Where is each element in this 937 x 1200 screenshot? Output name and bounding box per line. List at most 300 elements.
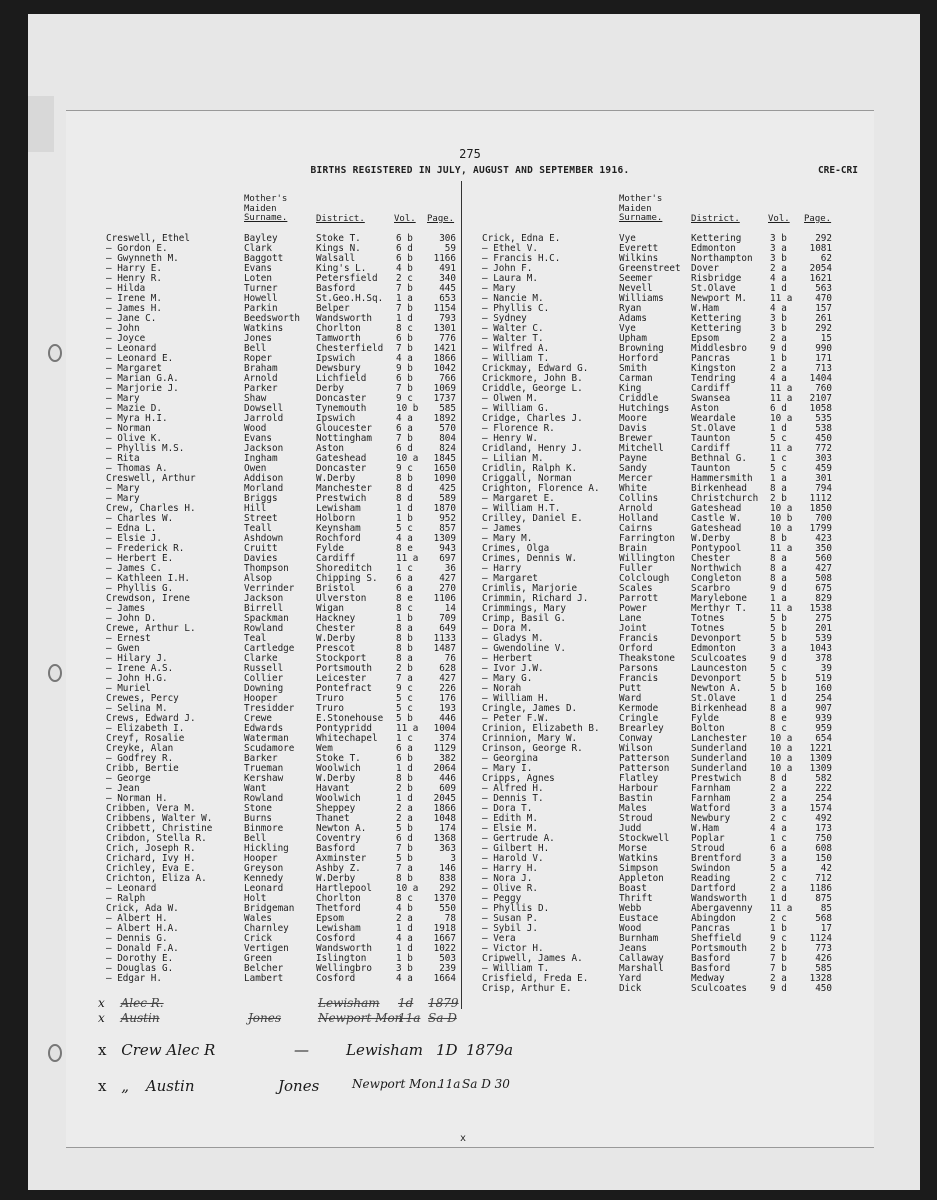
mother-surname: Burns — [244, 813, 272, 824]
entry-name: — Marjorie J. — [106, 383, 179, 394]
entry-name: — Walter T. — [482, 333, 544, 344]
mother-surname: Orford — [619, 643, 653, 654]
page-number-cell: 700 — [815, 513, 832, 524]
struck-name: Alec R. — [120, 996, 164, 1010]
district: Petersfield — [316, 273, 378, 284]
struck-district: Newport Mon — [318, 1011, 403, 1025]
handwritten-vol: 1D — [436, 1041, 458, 1059]
volume: 4 a — [396, 933, 413, 944]
mother-surname: Teal — [244, 633, 267, 644]
entry-name: — Mary — [482, 283, 516, 294]
mother-surname: Sandy — [619, 463, 647, 474]
register-row — [66, 344, 874, 354]
volume: 10 a — [396, 453, 419, 464]
mother-surname: Browning — [619, 343, 664, 354]
page-number-cell: 239 — [439, 963, 456, 974]
volume: 10 a — [396, 883, 419, 894]
district: Newport M. — [691, 293, 747, 304]
register-row — [66, 434, 874, 444]
page-number-cell: 1664 — [433, 973, 456, 984]
register-row — [66, 904, 874, 914]
district: Cosford — [316, 933, 356, 944]
col-header-district: District. — [316, 214, 365, 224]
mother-surname: Greenstreet — [619, 263, 681, 274]
district: Chorlton — [316, 323, 361, 334]
district: St.Olave — [691, 693, 736, 704]
district: Epsom — [691, 333, 719, 344]
volume: 3 b — [396, 963, 413, 974]
page-number-cell: 17 — [820, 923, 832, 934]
district: Bethnal G. — [691, 453, 747, 464]
mother-surname: Bastin — [619, 793, 653, 804]
volume: 5 c — [770, 663, 787, 674]
mother-surname: Braham — [244, 363, 278, 374]
entry-name: — Harold V. — [482, 853, 544, 864]
volume: 3 b — [770, 233, 787, 244]
district: Taunton — [691, 433, 731, 444]
page-number-cell: 1129 — [433, 743, 456, 754]
volume: 10 a — [770, 413, 793, 424]
col-header-mother — [619, 195, 662, 224]
entry-name: — Mary — [106, 493, 140, 504]
district: Bristol — [316, 583, 356, 594]
register-page — [66, 110, 874, 1148]
district: Middlesbro — [691, 343, 747, 354]
page-number-cell: 675 — [815, 583, 832, 594]
mother-surname: Farrington — [619, 533, 675, 544]
mother-surname: Parrott — [619, 593, 659, 604]
mother-surname: Webb — [619, 903, 642, 914]
register-row — [66, 754, 874, 764]
page-number-cell: 1538 — [809, 603, 832, 614]
register-row — [66, 494, 874, 504]
mother-surname: Leonard — [244, 883, 284, 894]
district: Watford — [691, 803, 731, 814]
handwritten-mark: x — [98, 1077, 107, 1095]
register-row — [66, 374, 874, 384]
mother-surname: Patterson — [619, 753, 670, 764]
volume: 6 b — [396, 753, 413, 764]
district: Woolwich — [316, 793, 361, 804]
mother-surname: Thompson — [244, 563, 289, 574]
entry-name: — William H.T. — [482, 503, 561, 514]
mother-surname: Watkins — [244, 323, 284, 334]
mother-surname: Hill — [244, 503, 267, 514]
register-row — [66, 784, 874, 794]
volume: 5 c — [396, 703, 413, 714]
entry-name: — Kathleen I.H. — [106, 573, 190, 584]
mother-surname: Ward — [619, 693, 642, 704]
mother-surname: Hooper — [244, 853, 278, 864]
page-number-cell: 1186 — [809, 883, 832, 894]
register-row — [66, 294, 874, 304]
district: Cardiff — [316, 553, 356, 564]
page-number-cell: 350 — [815, 543, 832, 554]
mother-surname: Tresidder — [244, 703, 295, 714]
volume: 2 b — [770, 493, 787, 504]
volume: 4 a — [396, 353, 413, 364]
volume: 9 c — [396, 683, 413, 694]
entry-name: Cribbens, Walter W. — [106, 813, 213, 824]
district: Farnham — [691, 783, 731, 794]
district: Wellingbro — [316, 963, 372, 974]
volume: 6 b — [396, 253, 413, 264]
mother-surname: Thrift — [619, 893, 653, 904]
register-row — [66, 674, 874, 684]
district: Launceston — [691, 663, 747, 674]
register-row — [66, 404, 874, 414]
district: Lewisham — [316, 503, 361, 514]
page-number-cell: 1799 — [809, 523, 832, 534]
mother-surname: Callaway — [619, 953, 664, 964]
volume: 8 c — [396, 893, 413, 904]
volume: 5 c — [396, 693, 413, 704]
mother-surname: Adams — [619, 313, 647, 324]
volume: 1 d — [770, 423, 787, 434]
page-number-cell: 78 — [444, 913, 456, 924]
mother-surname: Joint — [619, 623, 647, 634]
mother-surname: Cruitt — [244, 543, 278, 554]
mother-surname: Harbour — [619, 783, 659, 794]
volume: 10 a — [770, 523, 793, 534]
entry-name: — Victor H. — [482, 943, 544, 954]
handwritten-district: Newport Mon. — [352, 1077, 441, 1091]
entry-name: — Dennis T. — [482, 793, 544, 804]
district: Stroud — [691, 843, 725, 854]
page-number-cell: 766 — [439, 373, 456, 384]
mother-surname: Ryan — [619, 303, 642, 314]
district: Kettering — [691, 233, 742, 244]
entry-name: — Margaret E. — [482, 493, 555, 504]
volume: 1 d — [396, 943, 413, 954]
mother-surname: Ashdown — [244, 533, 284, 544]
district: Sheppey — [316, 803, 356, 814]
mother-surname: Conway — [619, 733, 653, 744]
entry-name: — Leonard — [106, 883, 157, 894]
district: Portsmouth — [316, 663, 372, 674]
page-number-cell: 1048 — [433, 813, 456, 824]
volume: 8 a — [396, 623, 413, 634]
mother-surname: Cairns — [619, 523, 653, 534]
volume: 5 c — [396, 523, 413, 534]
volume: 5 c — [770, 433, 787, 444]
entry-name: — Gilbert H. — [482, 843, 550, 854]
mother-surname: Collins — [619, 493, 659, 504]
entry-name: Crickmore, John B. — [482, 373, 583, 384]
mother-surname: Cartledge — [244, 643, 295, 654]
entry-name: Cribbett, Christine — [106, 823, 213, 834]
volume: 6 b — [396, 233, 413, 244]
mother-surname: Green — [244, 953, 272, 964]
district: Taunton — [691, 463, 731, 474]
district: Newton A. — [691, 683, 742, 694]
district: Rochford — [316, 533, 361, 544]
register-row — [66, 634, 874, 644]
entry-name: — Albert H.A. — [106, 923, 179, 934]
page-number-cell: 1892 — [433, 413, 456, 424]
entry-name: — Olwen M. — [482, 393, 538, 404]
district: Doncaster — [316, 463, 367, 474]
page-number-cell: 570 — [439, 423, 456, 434]
mother-surname: Clarke — [244, 653, 278, 664]
district: Cosford — [316, 973, 356, 984]
page-number-cell: 36 — [444, 563, 456, 574]
mother-surname: Jackson — [244, 443, 284, 454]
page-number-cell: 292 — [439, 883, 456, 894]
entry-name: Criddle, George L. — [482, 383, 583, 394]
page-number-cell: 427 — [439, 673, 456, 684]
volume: 2 a — [396, 913, 413, 924]
volume: 1 d — [770, 893, 787, 904]
register-row — [66, 964, 874, 974]
register-row — [66, 284, 874, 294]
handwritten-vol: 11a — [438, 1077, 461, 1091]
mother-surname: Turner — [244, 283, 278, 294]
volume: 2 c — [396, 273, 413, 284]
register-row — [66, 724, 874, 734]
page-number-cell: 201 — [815, 623, 832, 634]
page-number-cell: 427 — [815, 563, 832, 574]
page-number-cell: 1621 — [809, 273, 832, 284]
page-number-cell: 254 — [815, 793, 832, 804]
register-row — [66, 694, 874, 704]
volume: 10 b — [396, 403, 419, 414]
entry-name: — Irene M. — [106, 293, 162, 304]
volume: 5 b — [770, 613, 787, 624]
page-number-cell: 508 — [815, 573, 832, 584]
mother-surname: Yard — [619, 973, 642, 984]
page-number-cell: 292 — [815, 323, 832, 334]
entry-name: — Elsie M. — [482, 823, 538, 834]
handwritten-page: 1879a — [466, 1041, 514, 1059]
volume: 2 a — [770, 263, 787, 274]
volume: 11 a — [770, 603, 793, 614]
entry-name: — Laura M. — [482, 273, 538, 284]
mother-surname: Kershaw — [244, 773, 284, 784]
page-number-cell: 1022 — [433, 943, 456, 954]
volume: 11 a — [770, 443, 793, 454]
entry-name: — James — [482, 523, 522, 534]
page-number-cell: 1004 — [433, 723, 456, 734]
entry-name: — Dora M. — [482, 623, 533, 634]
mother-surname: Evans — [244, 263, 272, 274]
district: Ashby Z. — [316, 863, 361, 874]
entry-name: — Olive R. — [482, 883, 538, 894]
register-row — [66, 924, 874, 934]
district: Sculcoates — [691, 983, 747, 994]
volume: 4 a — [396, 413, 413, 424]
district: Brentford — [691, 853, 742, 864]
mother-surname: Parsons — [619, 663, 659, 674]
entry-name: — James C. — [106, 563, 162, 574]
volume: 6 d — [770, 403, 787, 414]
entry-name: Crichard, Ivy H. — [106, 853, 196, 864]
mother-surname: Davies — [244, 553, 278, 564]
mother-surname: Willington — [619, 553, 675, 564]
entry-name: — Albert H. — [106, 913, 168, 924]
mother-surname: Trueman — [244, 763, 284, 774]
entry-name: — Harry E. — [106, 263, 162, 274]
register-row — [66, 424, 874, 434]
district: Aston — [691, 403, 719, 414]
entry-name: Cribben, Vera M. — [106, 803, 196, 814]
register-row — [66, 554, 874, 564]
entry-name: Crimes, Dennis W. — [482, 553, 578, 564]
mother-surname: Bridgeman — [244, 903, 295, 914]
volume: 9 c — [770, 933, 787, 944]
volume: 6 a — [396, 573, 413, 584]
mother-surname: Hooper — [244, 693, 278, 704]
volume: 9 c — [396, 463, 413, 474]
volume: 8 a — [396, 653, 413, 664]
volume: 9 d — [770, 653, 787, 664]
register-row — [66, 944, 874, 954]
volume: 1 b — [396, 613, 413, 624]
page-number-cell: 1309 — [809, 763, 832, 774]
district: Congleton — [691, 573, 742, 584]
register-row — [66, 594, 874, 604]
volume: 3 b — [770, 313, 787, 324]
register-row — [66, 844, 874, 854]
district: Holborn — [316, 513, 356, 524]
page-number-cell: 608 — [815, 843, 832, 854]
register-row — [66, 394, 874, 404]
volume: 1 d — [770, 283, 787, 294]
district: Ulverston — [316, 593, 367, 604]
mother-surname: Loten — [244, 273, 272, 284]
entry-name: — Mary I. — [482, 763, 533, 774]
volume: 1 c — [770, 833, 787, 844]
entry-name: — Ernest — [106, 633, 151, 644]
mother-surname: Russell — [244, 663, 284, 674]
district: Risbridge — [691, 273, 742, 284]
mother-surname: Francis — [619, 633, 659, 644]
mother-surname: Davis — [619, 423, 647, 434]
entry-name: Cridge, Charles J. — [482, 413, 583, 424]
page-number-cell: 1133 — [433, 633, 456, 644]
page-number-cell: 42 — [820, 863, 832, 874]
page-number-cell: 585 — [439, 403, 456, 414]
page-number-cell: 1154 — [433, 303, 456, 314]
volume: 5 b — [396, 853, 413, 864]
district: Wigan — [316, 603, 344, 614]
mother-surname: Smith — [619, 363, 647, 374]
page-number-cell: 943 — [439, 543, 456, 554]
register-row — [66, 544, 874, 554]
volume: 8 d — [770, 773, 787, 784]
register-row — [66, 414, 874, 424]
district: Whitechapel — [316, 733, 378, 744]
page-number-cell: 1866 — [433, 353, 456, 364]
entry-name: — Marian G.A. — [106, 373, 179, 384]
page-number-cell: 697 — [439, 553, 456, 564]
volume: 5 b — [770, 623, 787, 634]
page-number-cell: 776 — [439, 333, 456, 344]
entry-name: — Margaret — [482, 573, 538, 584]
volume: 8 b — [396, 873, 413, 884]
mother-surname: Williams — [619, 293, 664, 304]
page-number-cell: 39 — [820, 663, 832, 674]
volume: 6 a — [396, 583, 413, 594]
district: Totnes — [691, 623, 725, 634]
volume: 2 a — [770, 333, 787, 344]
district: Woolwich — [316, 763, 361, 774]
district: Fylde — [316, 543, 344, 554]
page-number-cell: 760 — [815, 383, 832, 394]
district: Newbury — [691, 813, 731, 824]
district: Pancras — [691, 353, 731, 364]
district: Stockport — [316, 653, 367, 664]
volume: 4 a — [770, 273, 787, 284]
volume: 2 a — [770, 363, 787, 374]
volume: 1 c — [396, 563, 413, 574]
page-number-cell: 829 — [815, 593, 832, 604]
volume: 1 b — [770, 353, 787, 364]
entry-name: — Gwen — [106, 643, 140, 654]
mother-surname: Binmore — [244, 823, 284, 834]
struck-name: Austin — [120, 1011, 160, 1025]
mother-surname: Mercer — [619, 473, 653, 484]
page-number-cell: 226 — [439, 683, 456, 694]
entry-name: Crimmin, Richard J. — [482, 593, 589, 604]
volume: 7 a — [396, 673, 413, 684]
page-number-cell: 1368 — [433, 833, 456, 844]
district: Ipswich — [316, 353, 356, 364]
page-number-cell: 1845 — [433, 453, 456, 464]
entry-name: — Norah — [482, 683, 522, 694]
page-number-cell: 1866 — [433, 803, 456, 814]
entry-name: Crimp, Basil G. — [482, 613, 566, 624]
volume: 7 b — [396, 303, 413, 314]
page-number-cell: 939 — [815, 713, 832, 724]
entry-name: Crisfield, Freda E. — [482, 973, 589, 984]
entry-name: Crimlis, Marjorie — [482, 583, 578, 594]
page-number-cell: 824 — [439, 443, 456, 454]
entry-name: Crinion, Elizabeth B. — [482, 723, 600, 734]
entry-name: — Leonard E. — [106, 353, 174, 364]
entry-name: Cribdon, Stella R. — [106, 833, 207, 844]
district: Walsall — [316, 253, 356, 264]
district: Sunderland — [691, 763, 747, 774]
footer-mark: x — [460, 1133, 467, 1144]
register-row — [66, 914, 874, 924]
mother-surname: Seemer — [619, 273, 653, 284]
entry-name: — Francis H.C. — [482, 253, 561, 264]
mother-surname: Putt — [619, 683, 642, 694]
district: Havant — [316, 783, 350, 794]
mother-surname: Edwards — [244, 723, 284, 734]
entry-name: — Thomas A. — [106, 463, 168, 474]
district: W.Ham — [691, 823, 719, 834]
page-number-cell: 1421 — [433, 343, 456, 354]
struck-page: Sa D — [428, 1011, 457, 1025]
entry-name: — Georgina — [482, 753, 538, 764]
register-row — [66, 684, 874, 694]
entry-name: — Ethel V. — [482, 243, 538, 254]
mother-surname: Marshall — [619, 963, 664, 974]
page-number-cell: 1918 — [433, 923, 456, 934]
page-number-cell: 15 — [820, 333, 832, 344]
register-row — [66, 794, 874, 804]
register-row — [66, 824, 874, 834]
volume: 2 c — [770, 873, 787, 884]
entry-name: Crimes, Olga — [482, 543, 550, 554]
page-number-cell: 427 — [439, 573, 456, 584]
district: Devonport — [691, 673, 742, 684]
volume: 1 b — [396, 513, 413, 524]
district: Sculcoates — [691, 653, 747, 664]
district: Stoke T. — [316, 753, 361, 764]
